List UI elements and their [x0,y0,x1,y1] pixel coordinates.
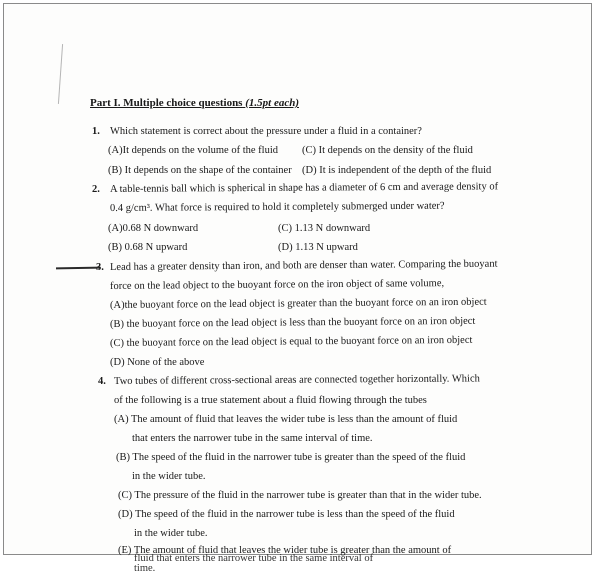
question-1-option-d: (D) It is independent of the depth of the fluid [302,165,492,176]
question-2-option-b: (B) 0.68 N upward [108,242,188,253]
question-4-number: 4. [98,376,106,387]
question-2-option-d: (D) 1.13 N upward [278,242,358,253]
question-4-text-line-1: Two tubes of different cross-sectional areas are connected together horizontally. Which [113,373,480,387]
pen-mark [56,267,100,270]
question-1-option-c: (C) It depends on the density of the fluid [302,145,473,156]
question-3-text-line-1: Lead has a greater density than iron, and both are denser than water. Comparing the buoyant [109,258,498,273]
scanned-page [3,3,592,574]
question-4-option-b: (B) The speed of the fluid in the narrower tube is greater than the speed of the fluid [116,452,466,463]
section-title: Part I. Multiple choice questions [90,97,243,109]
question-2-text-line-2: 0.4 g/cm³. What force is required to hold it completely submerged under water? [109,200,445,214]
question-1-option-a: (A)It depends on the volume of the fluid [108,145,278,156]
question-3-text-line-2: force on the lead object to the buoyant force on the iron object of same volume, [109,278,445,292]
section-points: (1.5pt each) [245,97,299,109]
question-3-option-a: (A)the buoyant force on the lead object is greater than the buoyant force on an iron object [109,296,487,311]
question-4-option-a-cont: that enters the narrower tube in the same interval of time. [132,433,373,444]
question-1-text: Which statement is correct about the pressure under a fluid in a container? [110,126,422,137]
question-1-number: 1. [92,126,100,137]
question-2-text-line-1: A table-tennis ball which is spherical in shape has a diameter of 6 cm and average density of [109,181,499,195]
question-2-option-a: (A)0.68 N downward [108,223,199,234]
question-2-number: 2. [92,184,100,195]
cutoff-text-line: fluid that enters the narrower tube in the same interval of time. [134,553,374,574]
question-3-option-d: (D) None of the above [110,357,205,368]
question-4-option-b-cont: in the wider tube. [132,471,206,482]
question-3-number: 3. [96,262,104,273]
question-1-option-b: (B) It depends on the shape of the container [108,165,292,176]
question-4-option-c: (C) The pressure of the fluid in the narrower tube is greater than that in the wider tube. [118,490,482,501]
question-3-option-c: (C) the buoyant force on the lead object is equal to the buoyant force on an iron object [109,334,473,349]
question-4-option-d: (D) The speed of the fluid in the narrower tube is less than the speed of the fluid [118,509,455,520]
worksheet [4,4,591,574]
question-4-option-e: (E) The amount of fluid that leaves the wider tube is greater than the amount of [118,545,452,556]
question-2-option-c: (C) 1.13 N downward [278,223,371,234]
question-4-option-d-cont: in the wider tube. [134,528,208,539]
section-header [90,96,299,110]
question-4-option-a: (A) The amount of fluid that leaves the wider tube is less than the amount of fluid [114,414,458,425]
question-4-text-line-2: of the following is a true statement about a fluid flowing through the tubes [114,395,427,406]
question-3-option-b: (B) the buoyant force on the lead object is less than the buoyant force on an iron object [109,315,476,330]
